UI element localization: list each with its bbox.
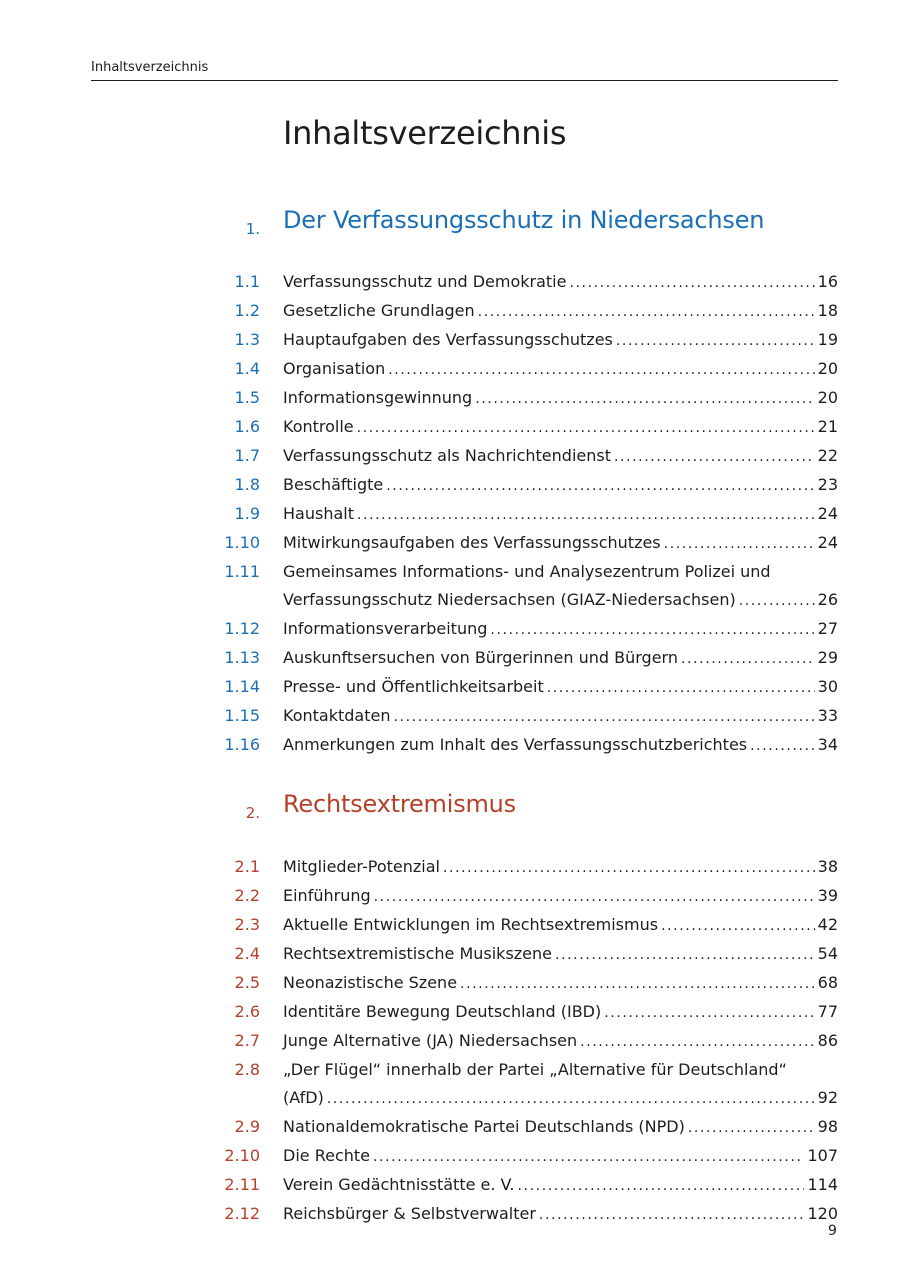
toc-entry-number: 1.4 <box>234 359 260 378</box>
toc-entry[interactable] <box>0 702 900 731</box>
toc-entry[interactable] <box>0 1056 900 1113</box>
dot-leader <box>614 443 815 471</box>
toc-entry-title: Anmerkungen zum Inhalt des Verfassungsschutzberichtes <box>283 735 748 754</box>
dot-leader <box>555 941 815 969</box>
toc-entry-number: 2.10 <box>224 1146 260 1165</box>
dot-leader <box>388 356 814 384</box>
toc-entry[interactable] <box>0 355 900 384</box>
toc-entry-title: Die Rechte <box>283 1146 370 1165</box>
toc-entry-number: 2.9 <box>234 1117 260 1136</box>
dot-leader <box>664 530 815 558</box>
dot-leader <box>569 269 814 297</box>
dot-leader <box>688 1114 815 1142</box>
toc-entry[interactable] <box>0 297 900 326</box>
toc-entry-title: Presse- und Öffentlichkeitsarbeit <box>283 677 544 696</box>
dot-leader <box>750 732 815 760</box>
toc-entry[interactable] <box>0 558 900 615</box>
toc-entry-number: 2.1 <box>234 857 260 876</box>
toc-entry-number: 1.11 <box>224 562 260 581</box>
toc-entry-title: Verfassungsschutz als Nachrichtendienst <box>283 446 611 465</box>
toc-entry-title: Haushalt <box>283 504 354 523</box>
dot-leader <box>580 1028 815 1056</box>
toc-entry[interactable] <box>0 413 900 442</box>
toc-entry-title: Verfassungsschutz und Demokratie <box>283 272 567 291</box>
toc-entry-page: 38 <box>817 857 838 876</box>
dot-leader <box>547 674 815 702</box>
chapter-2-heading <box>0 790 900 830</box>
toc-entry-page: 24 <box>817 533 838 552</box>
dot-leader <box>374 883 815 911</box>
toc-entry-title: Kontrolle <box>283 417 354 436</box>
dot-leader <box>490 616 814 644</box>
toc-entry-number: 1.15 <box>224 706 260 725</box>
toc-entry-number: 1.14 <box>224 677 260 696</box>
toc-entry[interactable] <box>0 940 900 969</box>
toc-entry-title: Reichsbürger & Selbstverwalter <box>283 1204 536 1223</box>
toc-entry-number: 1.16 <box>224 735 260 754</box>
toc-entry-title: (AfD) <box>283 1088 324 1107</box>
chapter-title: Der Verfassungsschutz in Niedersachsen <box>283 206 765 234</box>
toc-entry-page: 22 <box>817 446 838 465</box>
toc-entry-page: 20 <box>817 359 838 378</box>
toc-entry-page: 92 <box>817 1088 838 1107</box>
toc-entry-number: 1.8 <box>234 475 260 494</box>
toc-entry-number: 2.11 <box>224 1175 260 1194</box>
dot-leader <box>478 298 815 326</box>
toc-entry[interactable] <box>0 882 900 911</box>
toc-entry[interactable] <box>0 911 900 940</box>
dot-leader <box>357 414 815 442</box>
toc-entry-page: 23 <box>817 475 838 494</box>
dot-leader <box>616 327 815 355</box>
toc-entry-page: 16 <box>817 272 838 291</box>
toc-entry-title: Einführung <box>283 886 371 905</box>
page-number: 9 <box>828 1223 837 1239</box>
toc-entry-title: Mitwirkungsaufgaben des Verfassungsschutzes <box>283 533 661 552</box>
toc-entry[interactable] <box>0 615 900 644</box>
toc-entry-page: 24 <box>817 504 838 523</box>
toc-entry-number: 1.7 <box>234 446 260 465</box>
toc-entry-page: 29 <box>817 648 838 667</box>
toc-entry-page: 54 <box>817 944 838 963</box>
toc-entry-page: 27 <box>817 619 838 638</box>
toc-entry[interactable] <box>0 268 900 297</box>
toc-entry-page: 39 <box>817 886 838 905</box>
toc-entry-number: 1.2 <box>234 301 260 320</box>
toc-entry-page: 42 <box>817 915 838 934</box>
toc-entry-title: Verein Gedächtnisstätte e. V. <box>283 1175 515 1194</box>
toc-entry[interactable] <box>0 969 900 998</box>
dot-leader <box>475 385 814 413</box>
dot-leader <box>539 1201 805 1229</box>
toc-entry-number: 2.4 <box>234 944 260 963</box>
toc-entry-page: 26 <box>817 590 838 609</box>
toc-entry-number: 1.3 <box>234 330 260 349</box>
toc-entry-page: 86 <box>817 1031 838 1050</box>
chapter-2 <box>0 790 900 830</box>
toc-entry-title: Junge Alternative (JA) Niedersachsen <box>283 1031 578 1050</box>
toc-entry-page: 107 <box>807 1146 838 1165</box>
toc-entry-page: 21 <box>817 417 838 436</box>
toc-entry-number: 2.5 <box>234 973 260 992</box>
toc-entry[interactable] <box>0 384 900 413</box>
toc-entry[interactable] <box>0 500 900 529</box>
toc-entry-title: Rechtsextremistische Musikszene <box>283 944 553 963</box>
chapter-1-entries <box>0 268 900 760</box>
toc-entry-page: 68 <box>817 973 838 992</box>
dot-leader <box>393 703 814 731</box>
toc-entry-page: 34 <box>817 735 838 754</box>
toc-entry-title: Auskunftsersuchen von Bürgerinnen und Bürgern <box>283 648 678 667</box>
toc-entry[interactable] <box>0 731 900 760</box>
dot-leader <box>739 587 815 615</box>
toc-entry-number: 1.1 <box>234 272 260 291</box>
toc-entry-page: 114 <box>807 1175 838 1194</box>
dot-leader <box>443 854 815 882</box>
toc-entry-page: 77 <box>817 1002 838 1021</box>
dot-leader <box>357 501 815 529</box>
toc-entry-title: Kontaktdaten <box>283 706 391 725</box>
dot-leader <box>518 1172 805 1200</box>
toc-entry[interactable] <box>0 998 900 1027</box>
page-title: Inhaltsverzeichnis <box>283 114 567 152</box>
toc-entry-number: 2.6 <box>234 1002 260 1021</box>
toc-entry-title: Hauptaufgaben des Verfassungsschutzes <box>283 330 613 349</box>
toc-entry-title: Informationsgewinnung <box>283 388 473 407</box>
dot-leader <box>373 1143 804 1171</box>
toc-entry-number: 2.8 <box>234 1060 260 1079</box>
toc-entry-title: Nationaldemokratische Partei Deutschlands (NPD) <box>283 1117 685 1136</box>
toc-entry-page: 19 <box>817 330 838 349</box>
toc-entry-number: 2.2 <box>234 886 260 905</box>
toc-entry-page: 18 <box>817 301 838 320</box>
toc-entry-title: Verfassungsschutz Niedersachsen (GIAZ-Niedersachsen) <box>283 590 736 609</box>
toc-entry[interactable] <box>0 1142 900 1171</box>
toc-entry-title: Mitglieder-Potenzial <box>283 857 440 876</box>
dot-leader <box>661 912 815 940</box>
toc-entry-title: Organisation <box>283 359 386 378</box>
toc-entry[interactable] <box>0 853 900 882</box>
toc-entry[interactable] <box>0 442 900 471</box>
chapter-title: Rechtsextremismus <box>283 790 516 818</box>
toc-entry-title: Informationsverarbeitung <box>283 619 488 638</box>
toc-entry-title: Aktuelle Entwicklungen im Rechtsextremismus <box>283 915 659 934</box>
dot-leader <box>386 472 814 500</box>
toc-entry-number: 1.10 <box>224 533 260 552</box>
dot-leader <box>327 1085 815 1113</box>
toc-entry-title: Gemeinsames Informations- und Analysezentrum Polizei und <box>283 562 771 581</box>
toc-entry-title: Beschäftigte <box>283 475 384 494</box>
running-head: Inhaltsverzeichnis <box>91 60 209 75</box>
toc-entry-number: 1.13 <box>224 648 260 667</box>
dot-leader <box>460 970 815 998</box>
toc-entry-page: 33 <box>817 706 838 725</box>
toc-entry[interactable] <box>0 471 900 500</box>
toc-entry-number: 2.3 <box>234 915 260 934</box>
toc-entry-number: 1.12 <box>224 619 260 638</box>
toc-entry[interactable] <box>0 644 900 673</box>
toc-entry[interactable] <box>0 326 900 355</box>
chapter-2-entries <box>0 853 900 1229</box>
toc-entry-title: „Der Flügel“ innerhalb der Partei „Alternative für Deutschland“ <box>283 1060 787 1079</box>
toc-entry-page: 98 <box>817 1117 838 1136</box>
toc-entry-number: 1.5 <box>234 388 260 407</box>
toc-entry-number: 1.9 <box>234 504 260 523</box>
dot-leader <box>604 999 814 1027</box>
chapter-1 <box>0 206 900 246</box>
toc-entry-page: 20 <box>817 388 838 407</box>
toc-entry[interactable] <box>0 1171 900 1200</box>
toc-entry-title: Neonazistische Szene <box>283 973 458 992</box>
toc-entry[interactable] <box>0 1027 900 1056</box>
toc-entry[interactable] <box>0 673 900 702</box>
toc-entry-number: 2.12 <box>224 1204 260 1223</box>
toc-entry-page: 120 <box>807 1204 838 1223</box>
toc-entry[interactable] <box>0 529 900 558</box>
chapter-1-heading <box>0 206 900 246</box>
dot-leader <box>681 645 815 673</box>
chapter-number: 2. <box>245 804 260 822</box>
toc-entry-number: 1.6 <box>234 417 260 436</box>
toc-entry-page: 30 <box>817 677 838 696</box>
toc-entry-number: 2.7 <box>234 1031 260 1050</box>
toc-entry[interactable] <box>0 1113 900 1142</box>
header-rule <box>91 80 838 81</box>
chapter-number: 1. <box>245 220 260 238</box>
toc-entry-title: Identitäre Bewegung Deutschland (IBD) <box>283 1002 602 1021</box>
toc-entry[interactable] <box>0 1200 900 1229</box>
toc-entry-title: Gesetzliche Grundlagen <box>283 301 475 320</box>
